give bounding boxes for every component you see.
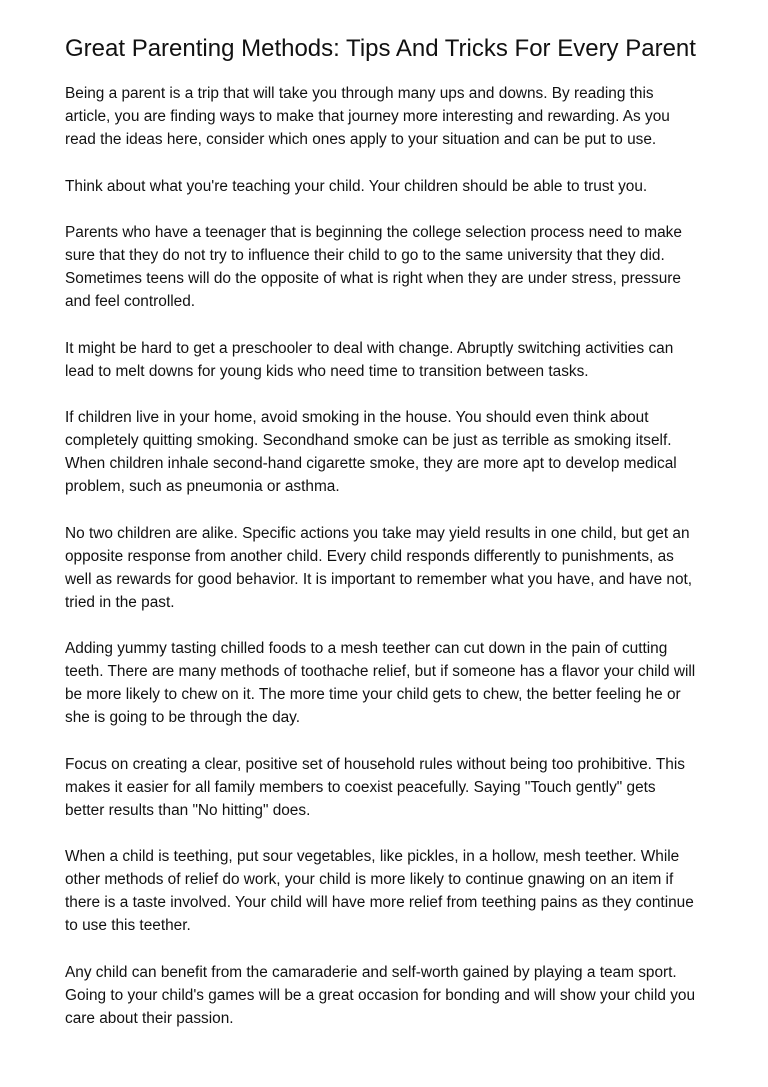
paragraph-line: When a child is teething, put sour vegetables, like pickles, in a hollow, mesh teether. While — [65, 848, 680, 865]
paragraph-line: be more likely to chew on it. The more time your child gets to chew, the better feeling he or — [65, 686, 681, 703]
paragraph-line: completely quitting smoking. Secondhand smoke can be just as terrible as smoking itself. — [65, 432, 672, 449]
document-body — [65, 82, 715, 1030]
paragraph-line: teeth. There are many methods of toothache relief, but if someone has a flavor your child will — [65, 663, 696, 680]
body-paragraph — [65, 522, 715, 614]
body-paragraph — [65, 406, 715, 498]
paragraph-line: When children inhale second-hand cigarette smoke, they are more apt to develop medical — [65, 455, 677, 472]
document-page — [65, 34, 715, 1053]
body-paragraph — [65, 175, 715, 198]
paragraph-line: If children live in your home, avoid smoking in the house. You should even think about — [65, 409, 649, 426]
paragraph-line: Being a parent is a trip that will take you through many ups and downs. By reading this — [65, 85, 654, 102]
paragraph-line: other methods of relief do work, your child is more likely to continue gnawing on an item if — [65, 871, 674, 888]
paragraph-line: Going to your child's games will be a great occasion for bonding and will show your child you — [65, 986, 696, 1004]
paragraph-line: better results than "No hitting" does. — [65, 801, 311, 819]
body-paragraph — [65, 82, 715, 151]
paragraph-line: lead to melt downs for young kids who need time to transition between tasks. — [65, 362, 589, 380]
body-paragraph — [65, 961, 715, 1030]
paragraph-line: care about their passion. — [65, 1009, 234, 1027]
body-paragraph — [65, 637, 715, 729]
paragraph-line: tried in the past. — [65, 593, 175, 611]
paragraph-line: there is a taste involved. Your child will have more relief from teething pains as they continue — [65, 894, 694, 911]
paragraph-line: Focus on creating a clear, positive set of household rules without being too prohibitive. This — [65, 755, 685, 773]
paragraph-line: problem, such as pneumonia or asthma. — [65, 478, 340, 495]
paragraph-line: article, you are finding ways to make that journey more interesting and rewarding. As you — [65, 108, 670, 125]
paragraph-line: No two children are alike. Specific actions you take may yield results in one child, but get an — [65, 524, 690, 542]
paragraph-line: she is going to be through the day. — [65, 709, 301, 726]
paragraph-line: opposite response from another child. Every child responds differently to punishments, as — [65, 547, 674, 565]
paragraph-line: and feel controlled. — [65, 293, 196, 310]
paragraph-line: Think about what you're teaching your child. Your children should be able to trust you. — [65, 177, 648, 195]
paragraph-line: Any child can benefit from the camaraderie and self-worth gained by playing a team sport. — [65, 963, 677, 981]
paragraph-line: Sometimes teens will do the opposite of what is right when they are under stress, pressure — [65, 270, 681, 287]
paragraph-line: makes it easier for all family members to coexist peacefully. Saying "Touch gently" gets — [65, 778, 656, 796]
paragraph-line: It might be hard to get a preschooler to deal with change. Abruptly switching activities can — [65, 339, 674, 357]
body-paragraph — [65, 753, 715, 822]
paragraph-line: well as rewards for good behavior. It is important to remember what you have, and have not, — [65, 570, 693, 588]
body-paragraph — [65, 337, 715, 383]
paragraph-line: read the ideas here, consider which ones apply to your situation and can be put to use. — [65, 131, 657, 148]
paragraph-line: Parents who have a teenager that is beginning the college selection process need to make — [65, 224, 682, 241]
body-paragraph — [65, 221, 715, 313]
document-title: Great Parenting Methods: Tips And Tricks For Every Parent — [65, 35, 696, 62]
paragraph-line: sure that they do not try to influence their child to go to the same university that they did. — [65, 247, 665, 264]
paragraph-line: to use this teether. — [65, 917, 191, 934]
paragraph-line: Adding yummy tasting chilled foods to a mesh teether can cut down in the pain of cutting — [65, 640, 668, 657]
body-paragraph — [65, 845, 715, 937]
